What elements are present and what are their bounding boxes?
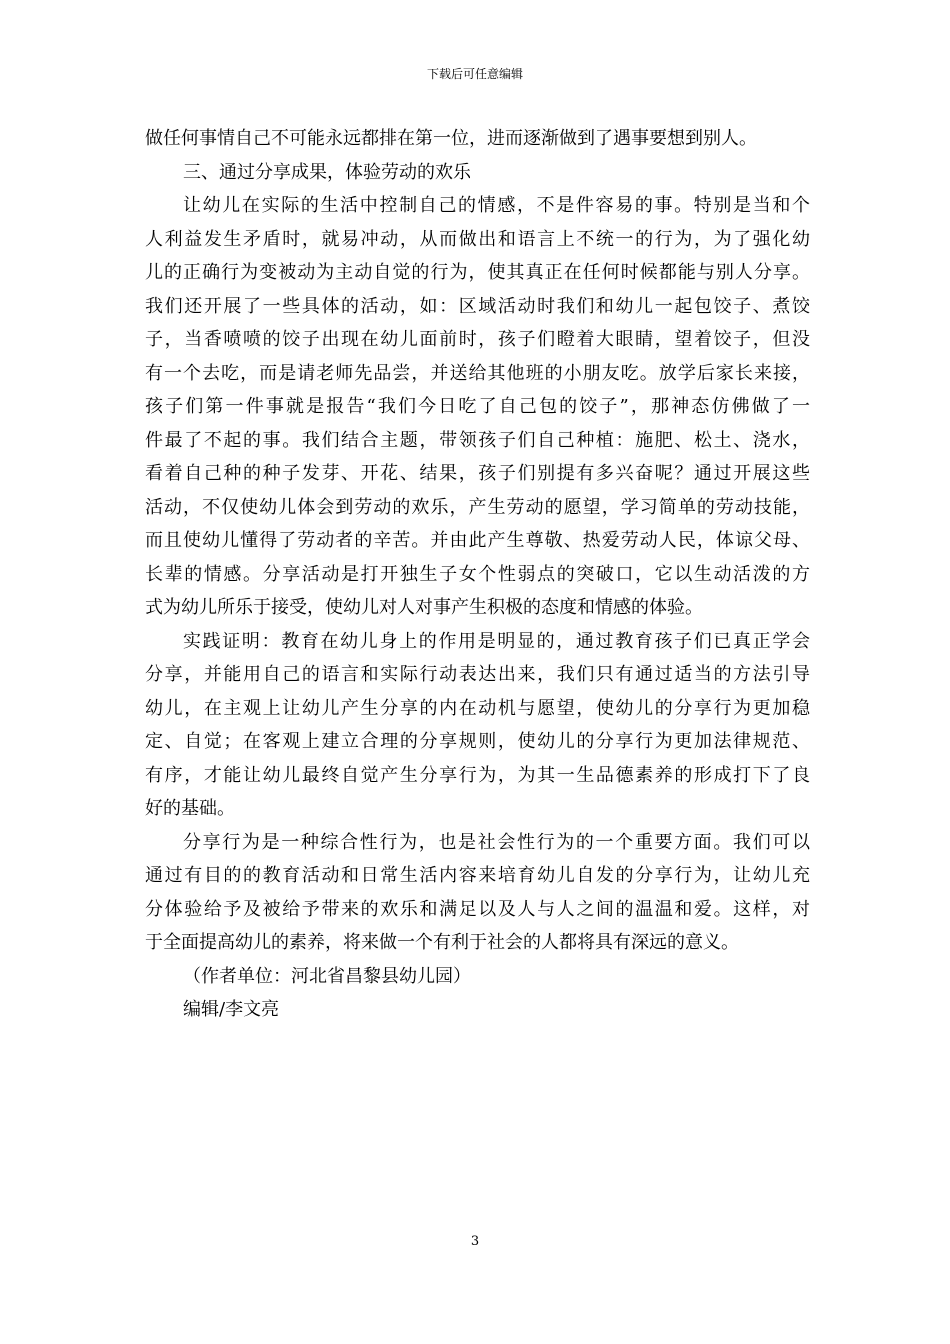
text-line: 长辈的情感。分享活动是打开独生子女个性弱点的突破口，它以生动活泼的方 xyxy=(145,563,810,585)
text-line: 分享，并能用自己的语言和实际行动表达出来，我们只有通过适当的方法引导 xyxy=(145,664,810,685)
text-line: 而且使幼儿懂得了劳动者的辛苦。并由此产生尊敬、热爱劳动人民，体谅父母、 xyxy=(145,530,810,551)
text-line: 通过有目的的教育活动和日常生活内容来培育幼儿自发的分享行为，让幼儿充 xyxy=(145,865,810,886)
text-line: 件最了不起的事。我们结合主题，带领孩子们自己种植：施肥、松土、浇水， xyxy=(145,429,810,451)
text-line: 实践证明：教育在幼儿身上的作用是明显的，通过教育孩子们已真正学会 xyxy=(183,630,810,652)
text-line: 于全面提高幼儿的素养，将来做一个有利于社会的人都将具有深远的意义。 xyxy=(145,932,739,953)
text-line: 分体验给予及被给予带来的欢乐和满足以及人与人之间的温温和爱。这样，对 xyxy=(145,898,810,920)
text-line: 好的基础。 xyxy=(145,798,235,819)
text-line: 定、自觉；在客观上建立合理的分享规则，使幼儿的分享行为更加法律规范、 xyxy=(145,731,810,752)
text-line: 有一个去吃，而是请老师先品尝，并送给其他班的小朋友吃。放学后家长来接， xyxy=(145,362,810,384)
text-line: 孩子们第一件事就是报告“我们今日吃了自己包的饺子”，那神态仿佛做了一 xyxy=(145,396,810,417)
editor-credit: 编辑/李文亮 xyxy=(183,999,280,1020)
text-line: 我们还开展了一些具体的活动，如：区域活动时我们和幼儿一起包饺子、煮饺 xyxy=(145,295,810,317)
text-line: 人利益发生矛盾时，就易冲动，从而做出和语言上不统一的行为，为了强化幼 xyxy=(145,228,810,250)
text-line: 活动，不仅使幼儿体会到劳动的欢乐，产生劳动的愿望，学习简单的劳动技能， xyxy=(145,496,810,518)
page-number: 3 xyxy=(470,1234,480,1249)
text-line: 分享行为是一种综合性行为，也是社会性行为的一个重要方面。我们可以 xyxy=(183,831,810,853)
author-unit: （作者单位：河北省昌黎县幼儿园） xyxy=(183,965,471,987)
page-header-note: 下载后可任意编辑 xyxy=(426,67,523,81)
text-line: 有序，才能让幼儿最终自觉产生分享行为，为其一生品德素养的形成打下了良 xyxy=(145,764,810,786)
document-body xyxy=(145,122,810,1027)
text-line: 儿的正确行为变被动为主动自觉的行为，使其真正在任何时候都能与别人分享。 xyxy=(145,262,810,283)
text-line: 让幼儿在实际的生活中控制自己的情感，不是件容易的事。特别是当和个 xyxy=(183,195,810,216)
text-line: 子，当香喷喷的饺子出现在幼儿面前时，孩子们瞪着大眼睛，望着饺子，但没 xyxy=(145,329,810,350)
text-line: 幼儿，在主观上让幼儿产生分享的内在动机与愿望，使幼儿的分享行为更加稳 xyxy=(145,697,810,719)
text-line: 式为幼儿所乐于接受，使幼儿对人对事产生积极的态度和情感的体验。 xyxy=(145,597,703,618)
section-heading: 三、通过分享成果，体验劳动的欢乐 xyxy=(183,161,471,183)
text-line: 做任何事情自己不可能永远都排在第一位，进而逐渐做到了遇事要想到别人。 xyxy=(145,128,757,149)
text-line: 看着自己种的种子发芽、开花、结果，孩子们别提有多兴奋呢？通过开展这些 xyxy=(145,463,810,484)
